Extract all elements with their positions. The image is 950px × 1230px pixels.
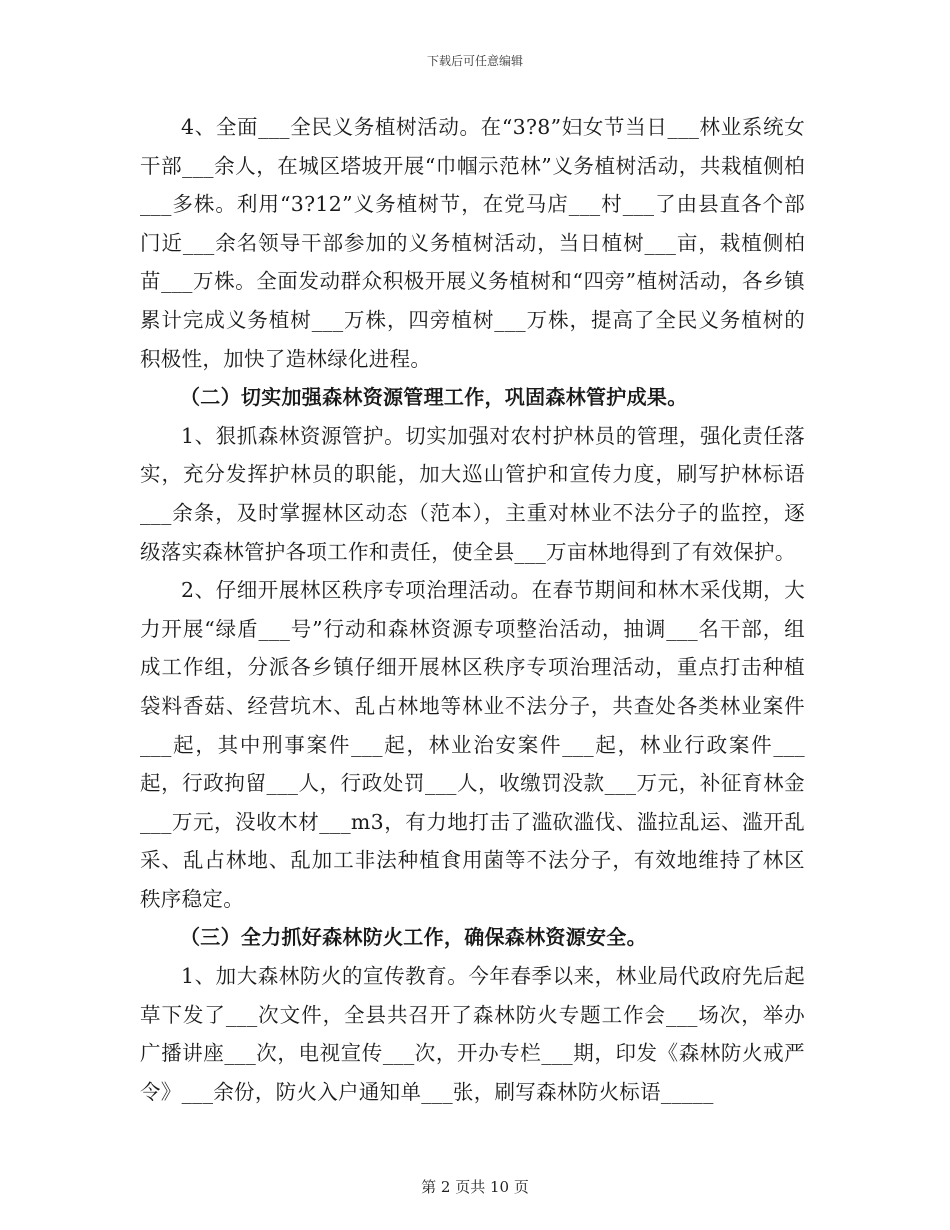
- page-footer: 第 2 页共 10 页: [421, 1178, 529, 1196]
- paragraph-fire-publicity: 1、加大森林防火的宣传教育。今年春季以来，林业局代政府先后起草下发了___次文件，全县共召开了森林防火专题工作会___场次，举办广播讲座___次，电视宣传___次，开办专栏___期，印发《森林防火戒严令》___余份，防火入户通知单___张，刷写森林防火标语_____: [140, 964, 805, 1104]
- paragraph-forest-order-campaign: 2、仔细开展林区秩序专项治理活动。在春节期间和林木采伐期，大力开展“绿盾___号”行动和森林资源专项整治活动，抽调___名干部，组成工作组，分派各乡镇仔细开展林区秩序专项治理活动，重点打击种植袋料香菇、经营坑木、乱占林地等林业不法分子，共查处各类林业案件___起，其中刑事案件___起，林业治安案件___起，林业行政案件___起，行政拘留___人，行政处罚___人，收缴罚没款___万元，补征育林金___万元，没收木材___m3，有力地打击了滥砍滥伐、滥拉乱运、滥开乱采、乱占林地、乱加工非法种植食用菌等不法分子，有效地维持了林区秩序稳定。: [140, 578, 805, 911]
- paragraph-tree-planting: 4、全面___全民义务植树活动。在“3?8”妇女节当日___林业系统女干部___余人，在城区塔坡开展“巾帼示范林”义务植树活动，共栽植侧柏___多株。利用“3?12”义务植树节，在党马店___村___了由县直各个部门近___余名领导干部参加的义务植树活动，当日植树___亩，栽植侧柏苗___万株。全面发动群众积极开展义务植树和“四旁”植树活动，各乡镇累计完成义务植树___万株，四旁植树___万株，提高了全民义务植树的积极性，加快了造林绿化进程。: [140, 115, 805, 371]
- paragraph-resource-protection: 1、狠抓森林资源管护。切实加强对农村护林员的管理，强化责任落实，充分发挥护林员的职能，加大巡山管护和宣传力度，刷写护林标语___余条，及时掌握林区动态（范本），主重对林业不法分子的监控，逐级落实森林管护各项工作和责任，使全县___万亩林地得到了有效保护。: [140, 423, 805, 564]
- section-heading-forest-resource-management: （二）切实加强森林资源管理工作，巩固森林管护成果。: [180, 385, 688, 410]
- section-heading-fire-prevention: （三）全力抓好森林防火工作，确保森林资源安全。: [180, 925, 647, 950]
- page-header: 下载后可任意编辑: [426, 54, 523, 68]
- document-body: [140, 108, 805, 1111]
